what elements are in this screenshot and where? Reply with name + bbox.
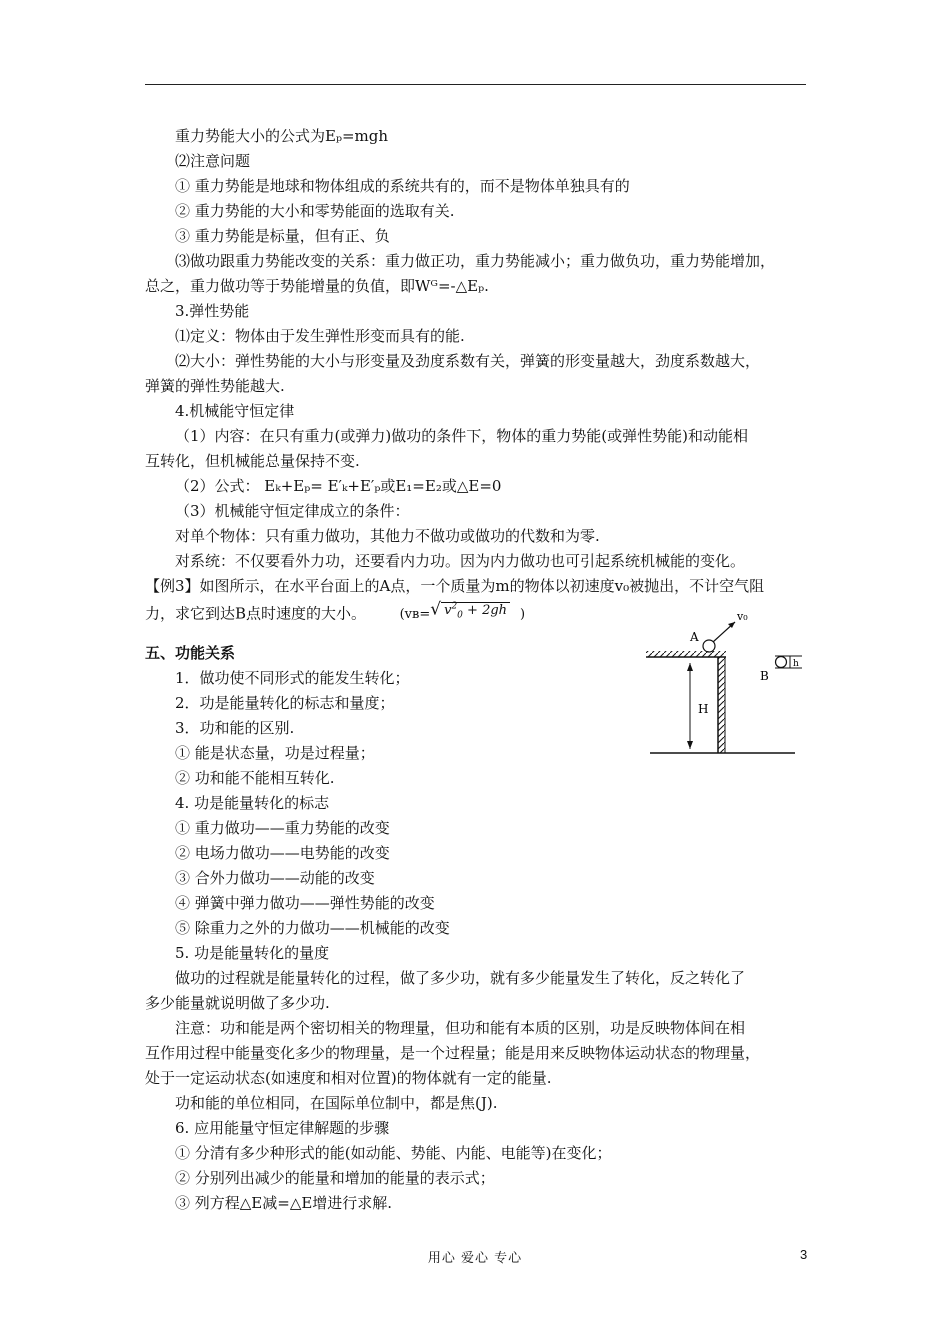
text-line: ② 分别列出减少的能量和增加的能量的表示式；: [175, 1168, 495, 1187]
text-line: 互作用过程中能量变化多少的物理量，是一个过程量；能是用来反映物体运动状态的物理量，: [145, 1043, 761, 1062]
text-line: （1）内容：在只有重力(或弹力)做功的条件下，物体的重力势能(或弹性势能)和动能相: [175, 427, 748, 445]
label-H: H: [698, 702, 709, 716]
text-line: 4.机械能守恒定律: [175, 402, 295, 420]
text-line: ① 分清有多少种形式的能(如动能、势能、内能、电能等)在变化；: [175, 1143, 612, 1162]
text-line: ⑴定义：物体由于发生弹性形变而具有的能.: [175, 327, 465, 345]
text-line: ① 重力势能是地球和物体组成的系统共有的，而不是物体单独具有的: [175, 177, 630, 195]
text-line: ③ 重力势能是标量，但有正、负: [175, 227, 390, 245]
answer-suffix: ): [520, 607, 526, 623]
text-line: 4. 功是能量转化的标志: [175, 793, 330, 812]
section-5-heading: 五、功能关系: [145, 643, 236, 662]
label-a: A: [690, 630, 699, 644]
answer-formula: [399, 599, 526, 623]
text-line: ③ 列方程△E减=△E增进行求解.: [175, 1193, 393, 1212]
label-b: B: [760, 669, 769, 683]
text-line: ② 重力势能的大小和零势能面的选取有关.: [175, 202, 455, 220]
ball-b: [776, 657, 787, 668]
text-line: 5. 功是能量转化的量度: [175, 943, 330, 962]
text-line: 对单个物体：只有重力做功，其他力不做功或做功的代数和为零.: [175, 527, 600, 545]
text-line: ⑶做功跟重力势能改变的关系：重力做正功，重力势能减小；重力做负功，重力势能增加，: [175, 252, 776, 270]
page-footer: 用心 爱心 专心: [427, 1251, 523, 1266]
text-line: 注意：功和能是两个密切相关的物理量，但功和能有本质的区别，功是反映物体间在相: [175, 1018, 746, 1037]
text-line: 1．做功使不同形式的能发生转化；: [175, 668, 410, 687]
text-line: ④ 弹簧中弹力做功——弹性势能的改变: [175, 893, 435, 912]
text-line: 3.弹性势能: [175, 302, 250, 320]
example-3-question-text: 力，求它到达B点时速度的大小。: [145, 604, 367, 623]
header-rule: [145, 84, 806, 85]
radicand-rest: + 2gh: [467, 603, 508, 619]
text-line: ② 功和能不能相互转化.: [175, 768, 335, 787]
page-number: 3: [800, 1247, 808, 1262]
text-line: （3）机械能守恒定律成立的条件：: [175, 502, 410, 520]
text-line: ③ 合外力做功——动能的改变: [175, 868, 375, 887]
platform-hatch: [646, 651, 726, 657]
text-line: 多少能量就说明做了多少功.: [145, 993, 330, 1012]
text-line: 处于一定运动状态(如速度和相对位置)的物体就有一定的能量.: [145, 1068, 552, 1087]
wall-hatch: [718, 657, 725, 753]
text-line: 功和能的单位相同，在国际单位制中，都是焦(J).: [175, 1093, 498, 1112]
dimension-h-big-bottom-arrow: [687, 741, 693, 749]
text-line: 弹簧的弹性势能越大.: [145, 377, 285, 395]
text-line: 互转化，但机械能总量保持不变.: [145, 452, 360, 470]
text-line: ⑵注意问题: [175, 152, 251, 170]
dimension-h-big-top-arrow: [687, 663, 693, 671]
text-line: ① 重力做功——重力势能的改变: [175, 818, 390, 837]
text-line: ① 能是状态量，功是过程量；: [175, 743, 375, 762]
text-line: ⑵大小：弹性势能的大小与形变量及劲度系数有关，弹簧的形变量越大，劲度系数越大，: [175, 352, 761, 370]
text-line: 2．功是能量转化的标志和量度；: [175, 693, 395, 712]
text-line: （2）公式： Eₖ+Eₚ= E′ₖ+E′ₚ或E₁=E₂或△E=0: [175, 477, 502, 495]
text-line: ⑤ 除重力之外的力做功——机械能的改变: [175, 918, 450, 937]
text-line: 6. 应用能量守恒定律解题的步骤: [175, 1118, 390, 1137]
text-line: 总之，重力做功等于势能增量的负值，即Wᴳ=-△Eₚ.: [145, 277, 489, 295]
example-figure: [640, 605, 810, 760]
text-line: 3．功和能的区别.: [175, 718, 295, 737]
example-3-line: 【例3】如图所示，在水平台面上的A点，一个质量为m的物体以初速度v₀被抛出，不计空气阻: [145, 577, 765, 595]
radicand-v: v: [444, 603, 452, 619]
text-line: ② 电场力做功——电势能的改变: [175, 843, 390, 862]
text-line: 做功的过程就是能量转化的过程，做了多少功，就有多少能量发生了转化，反之转化了: [175, 968, 746, 987]
sqrt-expression: √ $v^2_0 + 2gh$: [430, 595, 510, 629]
text-line: 重力势能大小的公式为Eₚ=mgh: [175, 127, 389, 145]
text-line: 对系统：不仅要看外力功，还要看内力功。因为内力做功也可引起系统机械能的变化。: [175, 552, 746, 570]
answer-prefix: (vʙ=: [399, 607, 431, 623]
label-v0: v₀: [737, 610, 748, 623]
label-h: h: [793, 659, 799, 669]
